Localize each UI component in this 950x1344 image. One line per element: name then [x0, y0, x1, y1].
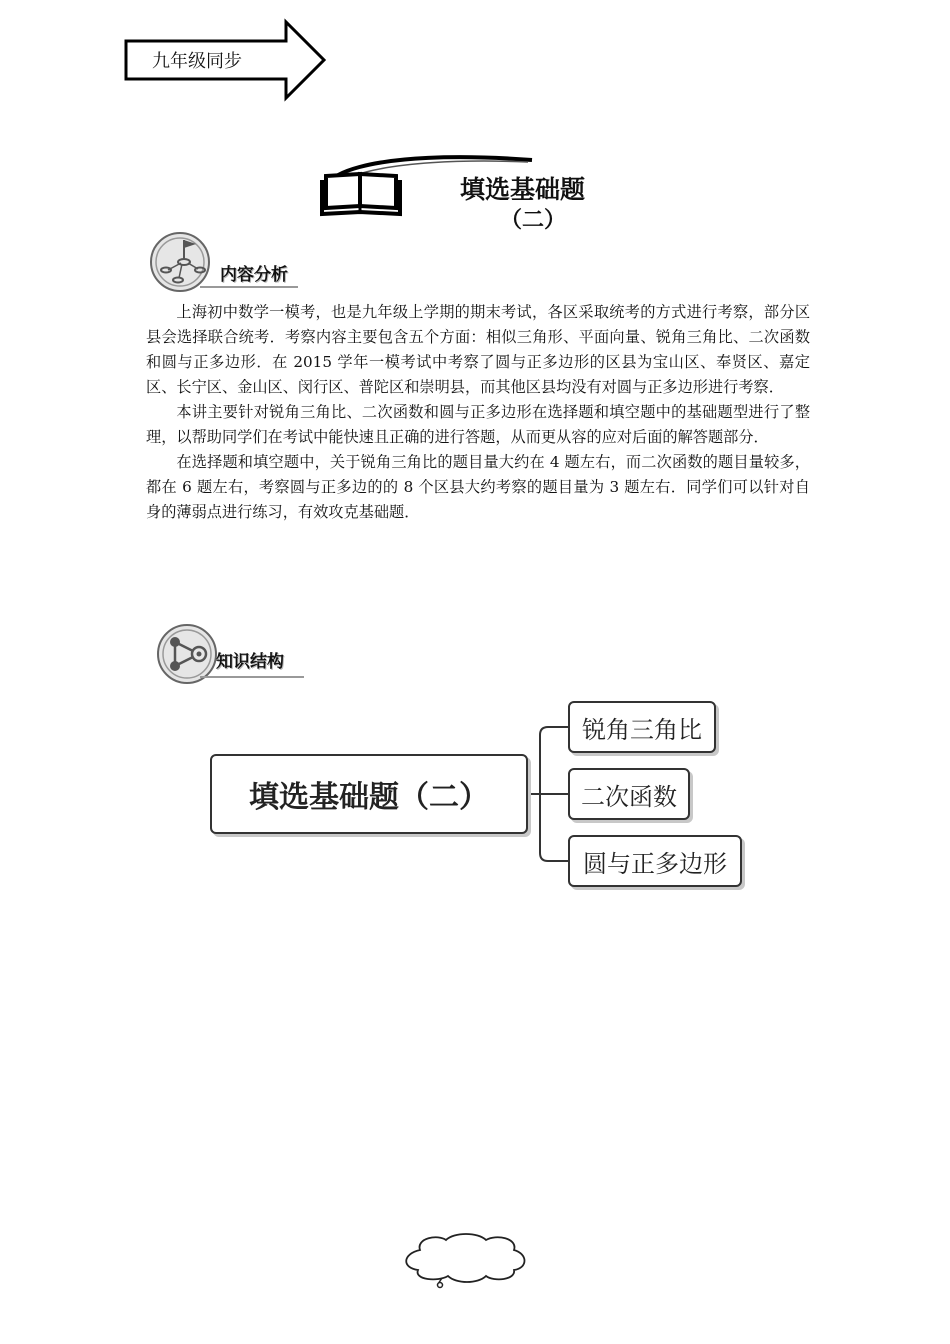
section-title-content-analysis: 内容分析: [220, 265, 288, 285]
page-title: 填选基础题: [460, 175, 586, 204]
section-title-knowledge-structure: 知识结构: [216, 652, 284, 672]
mindmap-branch-node: 锐角三角比: [568, 701, 716, 753]
grade-label: 九年级同步: [152, 51, 242, 72]
paragraph: 在选择题和填空题中，关于锐角三角比的题目量大约在 4 题左右，而二次函数的题目量较多，都在 6 题左右，考察圆与正多边的的 8 个区县大约考察的题目量为 3 题左右．同学们可以针对自身的薄弱点进行练习，有效攻克基础题．: [146, 453, 810, 521]
page-subtitle-wrap: [500, 203, 570, 233]
mindmap-branch-node: 二次函数: [568, 768, 690, 820]
section-underline: [200, 286, 298, 288]
mindmap-root-node: 填选基础题（二）: [210, 754, 528, 834]
mindmap-branch-node: 圆与正多边形: [568, 835, 742, 887]
section-underline: [200, 676, 304, 678]
cloud-icon: [398, 1232, 532, 1288]
content-analysis-text: [146, 300, 810, 525]
paragraph: 本讲主要针对锐角三角比、二次函数和圆与正多边形在选择题和填空题中的基础题型进行了整理，以帮助同学们在考试中能快速且正确的进行答题，从而更从容的应对后面的解答题部分．: [146, 403, 810, 446]
target-flag-icon: [148, 230, 212, 294]
paragraph: 上海初中数学一模考，也是九年级上学期的期末考试，各区采取统考的方式进行考察，部分区县会选择联合统考．考察内容主要包含五个方面：相似三角形、平面向量、锐角三角比、二次函数和圆与正多边形．在 2015 学年一模考试中考察了圆与正多边形的区县为宝山区、奉贤区、嘉定区、长宁区、金山区、闵行区、普陀区和崇明县，而其他区县均没有对圆与正多边形进行考察．: [146, 303, 810, 396]
page-subtitle: （二）: [500, 208, 567, 233]
